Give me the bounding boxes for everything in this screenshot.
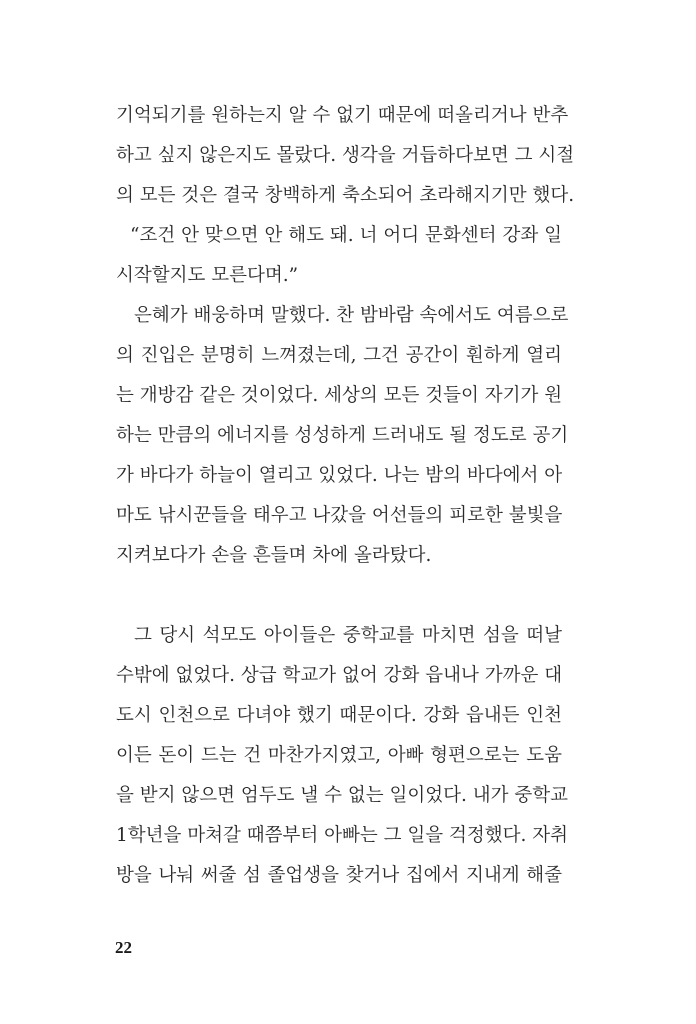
paragraph <box>116 96 575 216</box>
text-line: “조건 안 맞으면 안 해도 돼. 너 어디 문화센터 강좌 일 <box>130 225 562 246</box>
text-line: 의 모든 것은 결국 창백하게 축소되어 초라해지기만 했다. <box>116 185 575 206</box>
paragraph <box>116 296 569 576</box>
text-line: 도시 인천으로 다녀야 했기 때문이다. 강화 읍내든 인천 <box>116 705 562 726</box>
text-line: 은혜가 배웅하며 말했다. 찬 밤바람 속에서도 여름으로 <box>134 305 569 326</box>
paragraph <box>116 616 568 896</box>
text-line: 수밖에 없었다. 상급 학교가 없어 강화 읍내나 가까운 대 <box>116 665 563 686</box>
text-line: 하고 싶지 않은지도 몰랐다. 생각을 거듭하다보면 그 시절 <box>116 145 575 166</box>
dialogue-paragraph <box>116 216 562 296</box>
text-line: 가 바다가 하늘이 열리고 있었다. 나는 밤의 바다에서 아 <box>116 465 563 486</box>
text-line: 지켜보다가 손을 흔들며 차에 올라탔다. <box>116 545 432 566</box>
text-line: 기억되기를 원하는지 알 수 없기 때문에 떠올리거나 반추 <box>116 105 569 126</box>
text-line: 는 개방감 같은 것이었다. 세상의 모든 것들이 자기가 원 <box>116 385 563 406</box>
text-line: 이든 돈이 드는 건 마찬가지였고, 아빠 형편으로는 도움 <box>116 745 562 766</box>
text-line: 마도 낚시꾼들을 태우고 나갔을 어선들의 피로한 불빛을 <box>116 505 563 526</box>
text-line: 시작할지도 모른다며.” <box>116 265 299 286</box>
text-line: 하는 만큼의 에너지를 성성하게 드러내도 될 정도로 공기 <box>116 425 569 446</box>
section-break <box>116 576 562 616</box>
text-line: 1학년을 마쳐갈 때쯤부터 아빠는 그 일을 걱정했다. 자취 <box>116 825 568 846</box>
text-line: 방을 나눠 써줄 섬 졸업생을 찾거나 집에서 지내게 해줄 <box>116 865 562 886</box>
body-text <box>116 96 575 896</box>
text-line: 의 진입은 분명히 느껴졌는데, 그건 공간이 훤하게 열리 <box>116 345 562 366</box>
text-line: 을 받지 않으면 엄두도 낼 수 없는 일이었다. 내가 중학교 <box>116 785 568 806</box>
page-number: 22 <box>115 938 132 957</box>
text-line: 그 당시 석모도 아이들은 중학교를 마치면 섬을 떠날 <box>134 625 562 646</box>
